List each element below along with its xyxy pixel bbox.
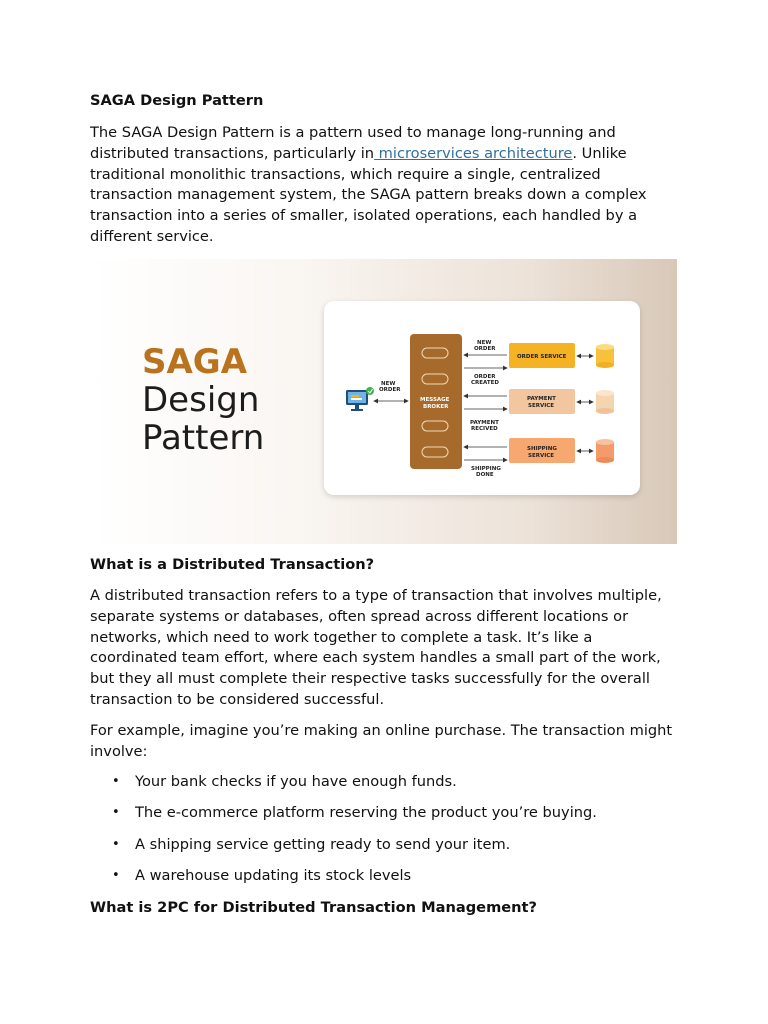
- list-item: • A shipping service getting ready to send your item.: [90, 835, 680, 866]
- order-database-icon: [596, 344, 614, 368]
- shipping-service: [509, 438, 575, 463]
- saga-diagram-card: [324, 301, 640, 495]
- flow-label-shipping-2: DONE: [476, 472, 494, 478]
- microservices-architecture-link[interactable]: microservices architecture: [374, 144, 573, 162]
- broker-label-line1: MESSAGE: [420, 397, 450, 403]
- payment-service-label-2: SERVICE: [528, 403, 555, 409]
- banner-title-saga: SAGA: [142, 342, 248, 382]
- flow-label-shipping-1: SHIPPING: [471, 466, 501, 472]
- payment-service-label-1: PAYMENT: [527, 396, 556, 402]
- shipping-database-icon: [596, 439, 614, 463]
- intro-paragraph: [90, 123, 680, 248]
- shipping-service-label-1: SHIPPING: [527, 446, 557, 452]
- intro-text-after-link: . Unlike traditional monolithic transactions, which require a single, centralized transaction management system, the SAGA pattern breaks down a complex transaction into a series of smaller, isolated operations, each handled by a different service.: [90, 144, 647, 245]
- broker-label-line2: BROKER: [423, 404, 449, 410]
- banner-title: [142, 343, 264, 457]
- banner-title-design: Design: [142, 380, 260, 420]
- payment-database-icon: [596, 390, 614, 414]
- message-broker: [410, 334, 462, 469]
- flow-label-payment-2: RECIVED: [471, 426, 498, 432]
- flow-label-payment-1: PAYMENT: [470, 420, 499, 426]
- banner-title-pattern: Pattern: [142, 418, 265, 458]
- client-label-line2: ORDER: [379, 387, 401, 393]
- flow-label-new-order-1: NEW: [477, 340, 492, 346]
- flow-label-order-created-1: ORDER: [474, 374, 496, 380]
- client-computer-icon: [346, 387, 374, 411]
- payment-service: [509, 389, 575, 414]
- list-item: • The e-commerce platform reserving the product you’re buying.: [90, 803, 680, 834]
- heading-distributed-transaction: What is a Distributed Transaction?: [90, 556, 375, 573]
- client-label-line1: NEW: [381, 381, 396, 387]
- heading-saga-design-pattern: SAGA Design Pattern: [90, 92, 264, 109]
- shipping-service-label-2: SERVICE: [528, 453, 555, 459]
- example-bullet-list: [90, 772, 680, 897]
- intro-text-before-link: The SAGA Design Pattern is a pattern used to manage long-running and distributed transactions, particularly in: [90, 124, 616, 162]
- saga-banner-image: [90, 259, 677, 544]
- order-service: [509, 343, 575, 368]
- saga-diagram: [324, 301, 640, 495]
- flow-label-new-order-2: ORDER: [474, 346, 496, 352]
- distributed-transaction-paragraph: A distributed transaction refers to a type of transaction that involves multiple, separate systems or databases, often spread across different locations or networks, which need to work together to complete a task. It’s like a coordinated team effort, where each system handles a small part of the work, but they all must complete their respective tasks successfully for the overall transaction to be considered successful.: [90, 587, 662, 708]
- order-service-label: ORDER SERVICE: [517, 354, 567, 360]
- list-item: • Your bank checks if you have enough funds.: [90, 772, 680, 803]
- heading-2pc: What is 2PC for Distributed Transaction Management?: [90, 899, 538, 916]
- flow-label-order-created-2: CREATED: [471, 380, 499, 386]
- list-item: • A warehouse updating its stock levels: [90, 866, 680, 897]
- example-paragraph: For example, imagine you’re making an online purchase. The transaction might involve:: [90, 722, 673, 760]
